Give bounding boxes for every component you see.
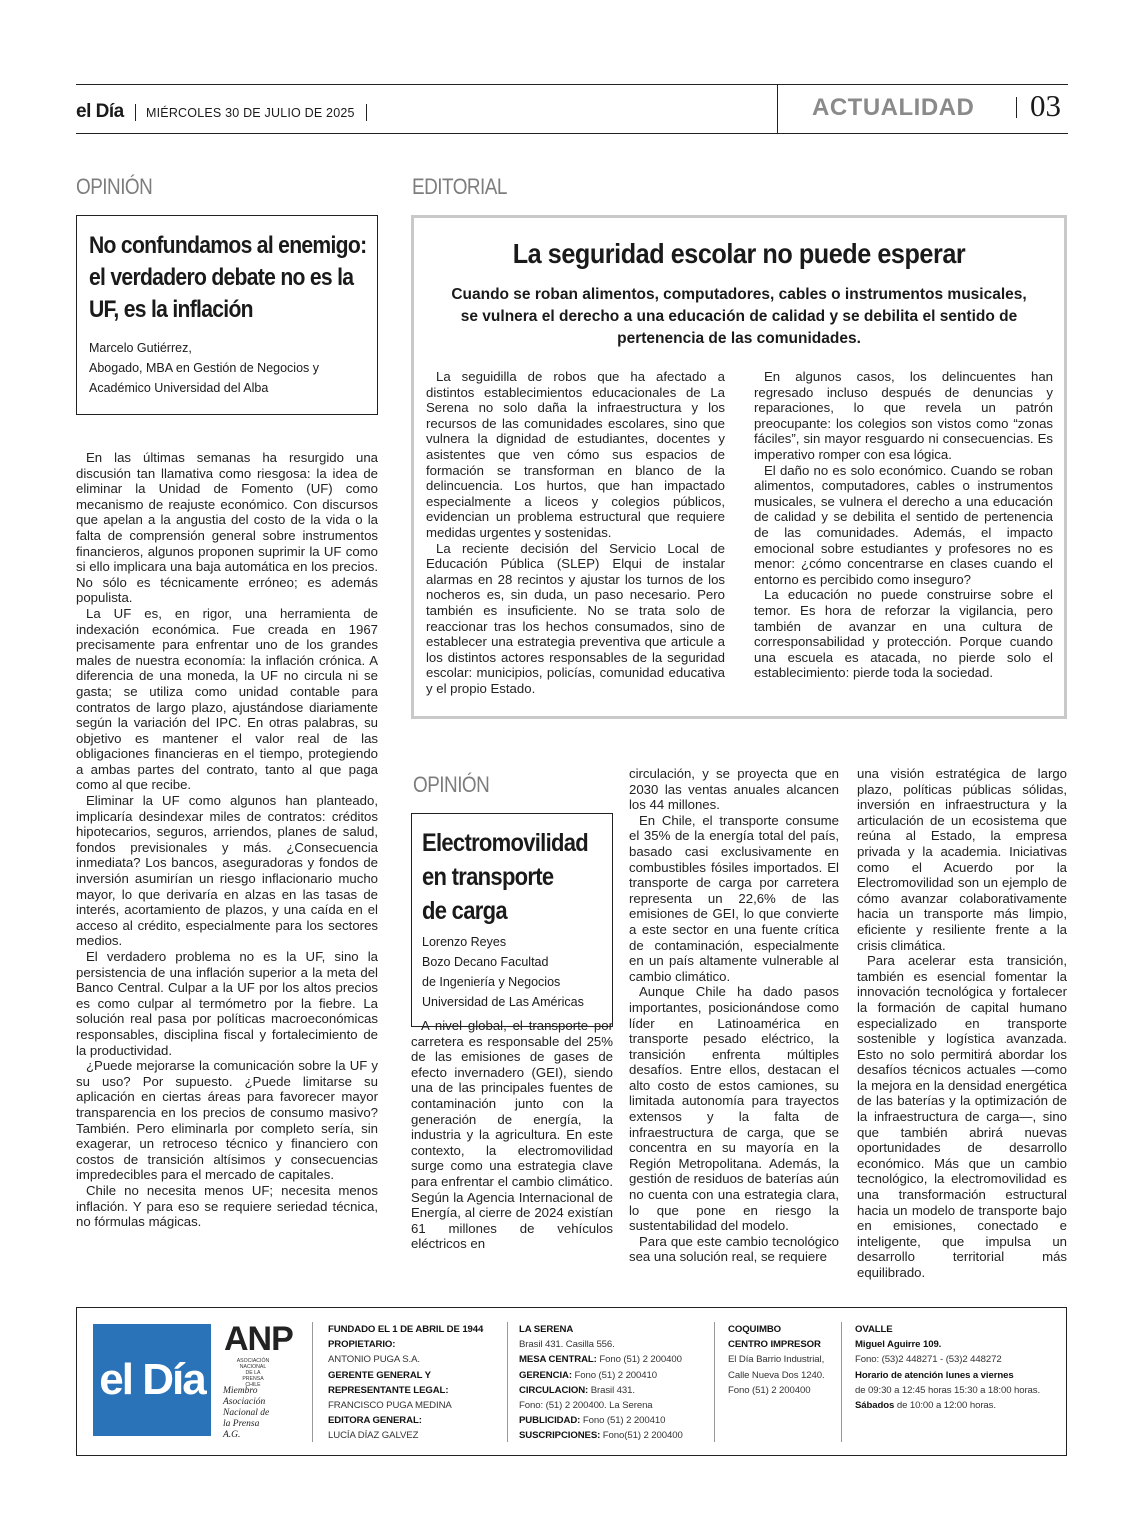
- el-dia-logo: el Día: [93, 1324, 211, 1436]
- date-separator: [366, 104, 367, 121]
- opinion2-kicker: OPINIÓN: [413, 772, 490, 797]
- footer-divider-3: [714, 1322, 715, 1442]
- editorial-box: [411, 215, 1067, 719]
- footer-divider-1: [312, 1322, 313, 1442]
- footer-ovalle: OVALLE Miguel Aguirre 109. Fono: (53)2 448271 - (53)2 448272 Horario de atención lunes a viernes de 09:30 a 12:45 horas 15:30 a 18:00 horas. Sábados de 10:00 a 12:00 horas.: [855, 1324, 1041, 1412]
- header-top-rule: [76, 84, 1068, 85]
- footer-founding: FUNDADO EL 1 DE ABRIL DE 1944 PROPIETARIO: ANTONIO PUGA S.A. GERENTE GENERAL Y REPRESENTANTE LEGAL: FRANCISCO PUGA MEDINA EDITORA GENERAL: LUCÍA DÍAZ GALVEZ: [328, 1324, 484, 1442]
- footer-coquimbo: COQUIMBO CENTRO IMPRESOR El Día Barrio Industrial, Calle Nueva Dos 1240. Fono (51) 2 200400: [728, 1324, 825, 1396]
- opinion2-title-box: [411, 813, 613, 1027]
- opinion2-col3: una visión estratégica de largo plazo, políticas públicas sólidas, inversión en infraestructura y la articulación de un ecosistema que reúna al Estado, la empresa privada y la academia. Iniciativas como el Acuerdo por la Electromovilidad son un ejemplo de cómo avanzar colaborativamente hacia un transporte más limpio, eficiente y resiliente frente a la crisis climática. Para acelerar esta transición, también es esencial fomentar la innovación tecnológica y fortalecer la formación de capital humano especializado en transporte sostenible y logística avanzada. Esto no solo permitirá abordar los desafíos técnicos actuales —como la mejora en la densidad energética de las baterías y la optimización de la infraestructura de carga—, sino que también abrirá nuevas oportunidades de desarrollo económico. Más que un cambio tecnológico, la electromovilidad es una transformación estructural hacia un modelo de transporte bajo en emisiones, conectado e inteligente, que impulsa un desarrollo territorial más equilibrado.: [857, 766, 1067, 1280]
- opinion1-kicker: OPINIÓN: [76, 174, 153, 199]
- opinion1-title: No confundamos al enemigo: el verdadero debate no es la UF, es la inflación: [89, 232, 367, 323]
- issue-date: MIÉRCOLES 30 DE JULIO DE 2025: [146, 106, 355, 120]
- brand-separator: [135, 104, 136, 121]
- footer-divider-4: [841, 1322, 842, 1442]
- member-note: Miembro Asociación Nacional de la Prensa A.G.: [223, 1386, 270, 1440]
- footer-divider-2: [507, 1322, 508, 1442]
- header-divider: [777, 84, 778, 134]
- page-number: 03: [1030, 88, 1061, 123]
- opinion1-body: En las últimas semanas ha resurgido una discusión tan llamativa como riesgosa: la idea de eliminar la Unidad de Fomento (UF) como mecanismo de reajuste económico. Con discursos que apelan a la angustia del costo de la vida o la falta de comprensión general sobre instrumentos financieros, algunos proponen suprimir la UF como si ello implicara una baja automática en los precios. No sólo es técnicamente erróneo; es además populista. La UF es, en rigor, una herramienta de indexación económica. Fue creada en 1967 precisamente para enfrentar uno de los grandes males de nuestra economía: la inflación crónica. A diferencia de una moneda, la UF no circula ni se gasta; se utiliza como unidad contable para contratos de largo plazo, ajustándose diariamente según la variación del IPC. En otras palabras, su objetivo es mantener el valor real de las obligaciones financieras en el tiempo, protegiendo a ambas partes del contrato, tanto al que paga como al que recibe. Eliminar la UF como algunos han planteado, implicaría desindexar miles de contratos: créditos hipotecarios, seguros, arriendos, planes de salud, fondos previsionales y más. ¿Consecuencia inmediata? Los bancos, aseguradoras y fondos de inversión asumirían un riesgo inflacionario mucho mayor, lo que derivaría en alzas en las tasas de interés, acortamiento de plazos, y una caída en el acceso al crédito, especialmente para los sectores medios. El verdadero problema no es la UF, sino la persistencia de una inflación superior a la meta del Banco Central. Culpar a la UF por los altos precios es como culpar al termómetro por la fiebre. La solución real pasa por políticas macroeconómicas responsables, disciplina fiscal y fortalecimiento de la productividad. ¿Puede mejorarse la comunicación sobre la UF y su uso? Por supuesto. ¿Puede limitarse su aplicación en ciertas áreas para favorecer mayor transparencia en los precios de consumo masivo? También. Pero eliminarla por completo sería, sin exagerar, un retroceso técnico y financiero con costos de transición altísimos y consecuencias impredecibles para el mercado de capitales. Chile no necesita menos UF; necesita menos inflación. Y para eso se requiere seriedad técnica, no fórmulas mágicas.: [76, 450, 378, 1230]
- brand-name: el Día: [76, 101, 124, 122]
- editorial-title: La seguridad escolar no puede esperar: [512, 238, 966, 269]
- page-num-separator: [1016, 97, 1017, 118]
- section-title: ACTUALIDAD: [812, 94, 975, 121]
- opinion1-byline: Marcelo Gutiérrez, Abogado, MBA en Gestión de Negocios y Académico Universidad del Alba: [89, 341, 320, 395]
- anp-logo: ANP: [224, 1320, 293, 1358]
- opinion2-col1: A nivel global, el transporte por carretera es responsable del 25% de las emisiones de gases de efecto invernadero (GEI), siendo una de las principales fuentes de contaminación junto con la generación de energía, la industria y la agricultura. En este contexto, la electromovilidad surge como una estrategia clave para enfrentar el cambio climático. Según la Agencia Internacional de Energía, al cierre de 2024 existían 61 millones de vehículos eléctricos en: [411, 1018, 613, 1252]
- opinion1-title-box: [76, 215, 378, 415]
- opinion2-byline: Lorenzo Reyes Bozo Decano Facultad de Ingeniería y Negocios Universidad de Las Américas: [422, 935, 584, 1009]
- footer-la-serena: LA SERENA Brasil 431. Casilla 556. MESA CENTRAL: Fono (51) 2 200400 GERENCIA: Fono (51) 2 200410 CIRCULACION: Brasil 431. Fono: (51) 2 200400. La Serena PUBLICIDAD: Fono (51) 2 200410 SUSCRIPCIONES: Fono(51) 2 200400: [519, 1324, 683, 1442]
- opinion2-col2: circulación, y se proyecta que en 2030 las ventas anuales alcancen los 44 millones. En Chile, el transporte consume el 35% de la energía total del país, basado casi exclusivamente en combustibles fósiles importados. El transporte de carga por carretera representa un 22,6% de las emisiones de GEI, lo que convierte a este sector en una fuente crítica de contaminación, especialmente en un país altamente vulnerable al cambio climático. Aunque Chile ha dado pasos importantes, posicionándose como líder en Latinoamérica en transporte pesado eléctrico, la transición enfrenta múltiples desafíos. Entre ellos, destacan el alto costo de estos camiones, su limitada autonomía para trayectos extensos y la falta de infraestructura de carga, que se concentra en su mayoría en la Región Metropolitana. Además, la gestión de residuos de baterías aún no cuenta con una estrategia clara, lo que pone en riesgo la sustentabilidad del modelo. Para que este cambio tecnológico sea una solución real, se requiere: [629, 766, 839, 1265]
- opinion2-title: Electromovilidad en transporte de carga: [422, 829, 589, 925]
- editorial-col2: En algunos casos, los delincuentes han regresado incluso después de denuncias y reparaciones, lo que revela un patrón preocupante: los colegios son vistos como “zonas fáciles”, sin mayor resguardo ni consecuencias. Es imperativo romper con esa lógica. El daño no es solo económico. Cuando se roban alimentos, computadores, cables o instrumentos musicales, se vulnera el derecho a una educación de calidad y se debilita el sentido de pertenencia de las comunidades. Además, el impacto emocional sobre estudiantes y profesores no es menor: ¿cómo concentrarse en clases cuando el entorno es percibido como inseguro? La educación no puede construirse sobre el temor. Es hora de reforzar la vigilancia, pero también de avanzar en una cultura de corresponsabilidad y protección. Porque cuando una escuela es atacada, no pierde solo el establecimiento: pierde toda la sociedad.: [754, 369, 1053, 681]
- anp-small-text: ASOCIACIÓN NACIONAL DE LA PRENSA CHILE: [236, 1358, 270, 1388]
- editorial-col1: La seguidilla de robos que ha afectado a distintos establecimientos educacionales de La Serena no solo daña la infraestructura y los recursos de las comunidades escolares, sino que vulnera la dignidad de estudiantes, docentes y asistentes que ven cómo sus espacios de formación se transforman en blanco de la delincuencia. Los hurtos, que han impactado especialmente a liceos y colegios públicos, evidencian un problema estructural que requiere medidas urgentes y sostenidas. La reciente decisión del Servicio Local de Educación Pública (SLEP) Elqui de instalar alarmas en 28 recintos y ajustar los turnos de los nocheros es, sin duda, un paso necesario. Pero también es insuficiente. No se trata solo de reaccionar tras los hechos consumados, sino de establecer una estrategia preventiva que articule a los distintos actores responsables de la seguridad escolar: municipios, policías, comunidad educativa y el propio Estado.: [426, 369, 725, 696]
- editorial-subtitle: Cuando se roban alimentos, computadores, cables o instrumentos musicales, se vulnera el derecho a una educación de calidad y se debilita el sentido de pertenencia de las comunidades.: [451, 286, 1027, 347]
- header-bottom-rule: [76, 133, 1068, 134]
- editorial-kicker: EDITORIAL: [412, 174, 507, 199]
